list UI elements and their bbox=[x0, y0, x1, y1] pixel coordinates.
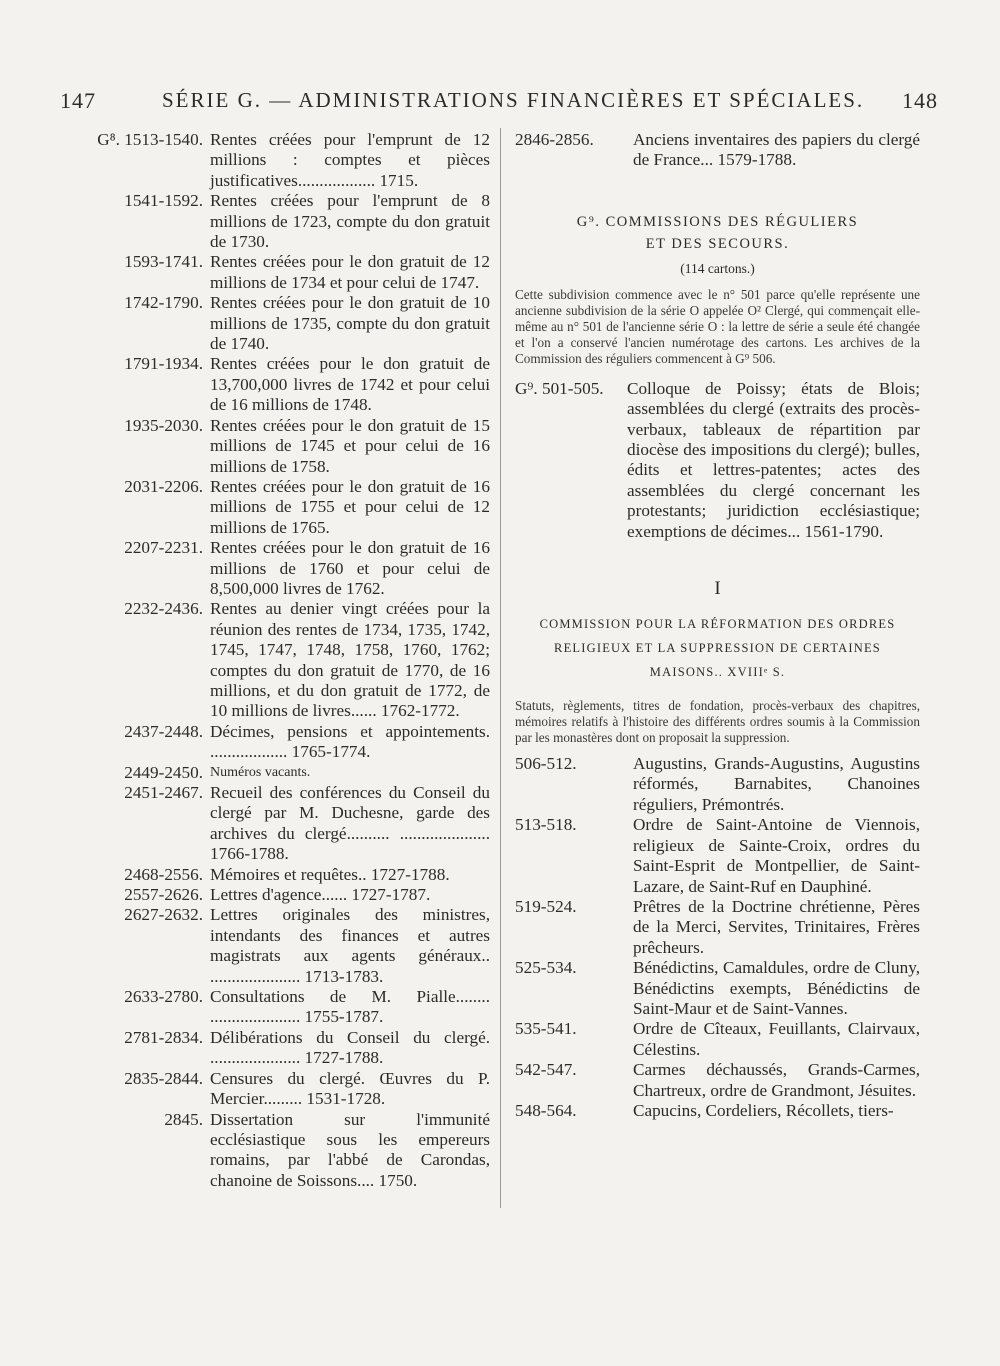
item-text: Lettres d'agence...... 1727-1787. bbox=[210, 885, 431, 905]
item-code: G⁹. 501-505. bbox=[515, 378, 604, 398]
list-item bbox=[515, 754, 920, 815]
page-number-left: 147 bbox=[60, 88, 96, 113]
item-code: 2232-2436. bbox=[124, 599, 203, 619]
item-text: Rentes créées pour le don gratuit de 15 millions de 1745 et pour celui de 16 millions de 1758. bbox=[210, 415, 490, 476]
item-code: G⁸. 1513-1540. bbox=[97, 130, 203, 149]
list-item bbox=[515, 379, 920, 542]
right-column bbox=[515, 130, 920, 1121]
section-heading-line1: G⁹. COMMISSIONS DES RÉGULIERS bbox=[576, 213, 859, 230]
list-item bbox=[515, 815, 920, 897]
item-text: Censures du clergé. Œuvres du P. Mercier......... 1531-1728. bbox=[210, 1068, 490, 1109]
list-item bbox=[60, 354, 490, 415]
item-text: Délibérations du Conseil du clergé. ..................... 1727-1788. bbox=[210, 1027, 490, 1068]
section-note: Cette subdivision commence avec le n° 501 parce qu'elle représente une ancienne subdivision de la série O appelée O² Clergé, qui commençait elle-même au n° 501 de l'ancienne série O : la lettre de série a seule été changée et l'on a conservé l'ancien numérotage des cartons. Les archives de la Commission des réguliers commencent à G⁹ 506. bbox=[515, 286, 920, 366]
item-code: 2031-2206. bbox=[124, 476, 203, 496]
list-item bbox=[60, 1110, 490, 1192]
item-text: Ordre de Saint-Antoine de Viennois, religieux de Sainte-Croix, ordres du Saint-Esprit de Montpellier, de Saint-Lazare, de Saint-Ruf en Dauphiné. bbox=[633, 815, 920, 896]
list-item bbox=[60, 293, 490, 354]
column-divider bbox=[500, 128, 501, 1208]
item-text: Mémoires et requêtes.. 1727-1788. bbox=[210, 864, 450, 884]
section-heading-line2: ET DES SECOURS. bbox=[645, 235, 790, 252]
item-text: Rentes au denier vingt créées pour la réunion des rentes de 1734, 1735, 1742, 1745, 1747, 1748, 1758, 1760, 1762; comptes du don gratuit de 1770, de 16 millions, et du don gratuit de 1772, de 10 millions de livres...... 1762-1772. bbox=[210, 599, 490, 721]
section-number: I bbox=[714, 578, 721, 600]
item-code: 2437-2448. bbox=[124, 721, 203, 741]
item-code: 1791-1934. bbox=[124, 354, 203, 374]
left-column bbox=[60, 130, 490, 1191]
item-code: 513-518. bbox=[515, 815, 577, 835]
item-text: Lettres originales des ministres, intendants des finances et autres magistrats aux agents généraux.. ..................... 1713-1783. bbox=[210, 905, 490, 986]
item-text: Ordre de Cîteaux, Feuillants, Clairvaux, Célestins. bbox=[633, 1019, 920, 1059]
item-text: Colloque de Poissy; états de Blois; assemblées du clergé (extraits des procès-verbaux, tableaux de répartition par diocèse des impositions du clergé); bulles, édits et lettres-patentes; actes des assemblées du clergé concernant les protestants; juridiction ecclésiastique; exemptions de décimes... 1561-1790. bbox=[627, 378, 920, 541]
item-code: 525-534. bbox=[515, 958, 577, 978]
page-header bbox=[0, 88, 1000, 118]
list-item bbox=[60, 252, 490, 293]
item-text: Rentes créées pour le don gratuit de 13,700,000 livres de 1742 et pour celui de 16 millions de 1748. bbox=[210, 354, 490, 415]
item-code: 2633-2780. bbox=[124, 987, 203, 1007]
running-title: SÉRIE G. — ADMINISTRATIONS FINANCIÈRES ET SPÉCIALES. bbox=[162, 88, 865, 112]
carton-count: (114 cartons.) bbox=[680, 260, 755, 276]
item-code: 1541-1592. bbox=[124, 191, 203, 211]
item-code: 1593-1741. bbox=[124, 252, 203, 272]
item-code: 2207-2231. bbox=[124, 538, 203, 558]
item-code: 2835-2844. bbox=[124, 1068, 203, 1088]
item-code: 519-524. bbox=[515, 896, 577, 916]
list-item bbox=[515, 897, 920, 958]
item-code: 2781-2834. bbox=[124, 1027, 203, 1047]
list-item bbox=[515, 1101, 920, 1121]
item-code: 2627-2632. bbox=[124, 905, 203, 925]
commission-title: COMMISSION POUR LA RÉFORMATION DES ORDRES RELIGIEUX ET LA SUPPRESSION DE CERTAINES MAISONS.. XVIIIᵉ S. bbox=[539, 617, 896, 680]
list-item bbox=[60, 191, 490, 252]
list-item bbox=[60, 599, 490, 721]
item-code: 506-512. bbox=[515, 754, 577, 774]
list-item bbox=[60, 722, 490, 763]
item-text: Augustins, Grands-Augustins, Augustins réformés, Barnabites, Chanoines réguliers, Prémontrés. bbox=[633, 754, 920, 814]
item-text: Consultations de M. Pialle........ ..................... 1755-1787. bbox=[210, 987, 490, 1027]
list-item bbox=[60, 905, 490, 987]
item-text: Prêtres de la Doctrine chrétienne, Pères de la Merci, Servites, Trinitaires, Frères prêcheurs. bbox=[633, 896, 920, 957]
item-text: Rentes créées pour le don gratuit de 12 millions de 1734 et pour celui de 1747. bbox=[210, 252, 490, 292]
item-text: Capucins, Cordeliers, Récollets, tiers- bbox=[633, 1100, 894, 1120]
list-item bbox=[60, 416, 490, 477]
item-text: Rentes créées pour le don gratuit de 16 millions de 1760 et pour celui de 8,500,000 livres de 1762. bbox=[210, 538, 490, 598]
list-item bbox=[60, 1028, 490, 1069]
list-item bbox=[515, 1019, 920, 1060]
item-text: Dissertation sur l'immunité ecclésiastique sous les empereurs romains, par l'abbé de Carondas, chanoine de Soissons.... 1750. bbox=[210, 1109, 490, 1190]
commission-list bbox=[515, 754, 920, 1121]
list-item bbox=[515, 130, 920, 171]
list-item bbox=[60, 763, 490, 783]
item-code: 1742-1790. bbox=[124, 293, 203, 313]
item-code: 542-547. bbox=[515, 1060, 577, 1080]
item-text: Recueil des conférences du Conseil du clergé par M. Duchesne, garde des archives du clergé.......... ..................... 1766-1788. bbox=[210, 783, 490, 864]
list-item bbox=[60, 130, 490, 191]
list-item bbox=[515, 958, 920, 1019]
item-text: Rentes créées pour l'emprunt de 12 millions : comptes et pièces justificatives.................. 1715. bbox=[210, 130, 490, 190]
item-code: 535-541. bbox=[515, 1019, 577, 1039]
item-code: 2451-2467. bbox=[124, 783, 203, 802]
list-item bbox=[60, 1069, 490, 1110]
item-code: 2845. bbox=[164, 1109, 203, 1129]
item-code: 2449-2450. bbox=[124, 762, 203, 782]
item-text: Numéros vacants. bbox=[210, 764, 311, 780]
list-item bbox=[60, 783, 490, 865]
section-heading bbox=[515, 211, 920, 255]
list-item bbox=[60, 865, 490, 885]
list-item bbox=[515, 1060, 920, 1101]
item-text: Bénédictins, Camaldules, ordre de Cluny, Bénédictins exempts, Bénédictins de Saint-Maur et de Saint-Vannes. bbox=[633, 958, 920, 1018]
list-item bbox=[60, 987, 490, 1028]
item-text: Carmes déchaussés, Grands-Carmes, Chartreux, ordre de Grandmont, Jésuites. bbox=[633, 1060, 920, 1100]
item-text: Rentes créées pour le don gratuit de 10 millions de 1735, compte du don gratuit de 1740. bbox=[210, 293, 490, 354]
item-text: Rentes créées pour l'emprunt de 8 millions de 1723, compte du don gratuit de 1730. bbox=[210, 191, 490, 252]
list-item bbox=[60, 477, 490, 538]
item-code: 2468-2556. bbox=[124, 864, 203, 884]
list-item bbox=[60, 538, 490, 599]
item-text: Anciens inventaires des papiers du clergé de France... 1579-1788. bbox=[633, 130, 920, 170]
commission-note: Statuts, règlements, titres de fondation, procès-verbaux des chapitres, mémoires relatifs à l'histoire des différents ordres soumis à la Commission par les monastères dont on proposait la suppression. bbox=[515, 698, 920, 746]
item-code: 548-564. bbox=[515, 1100, 577, 1120]
page-number-right: 148 bbox=[902, 88, 938, 113]
item-text: Décimes, pensions et appointements. .................. 1765-1774. bbox=[210, 721, 490, 762]
item-text: Rentes créées pour le don gratuit de 16 millions de 1755 et pour celui de 12 millions de 1765. bbox=[210, 476, 490, 537]
item-code: 2846-2856. bbox=[515, 130, 594, 149]
item-code: 1935-2030. bbox=[124, 415, 203, 435]
item-code: 2557-2626. bbox=[124, 885, 203, 905]
list-item bbox=[60, 885, 490, 905]
